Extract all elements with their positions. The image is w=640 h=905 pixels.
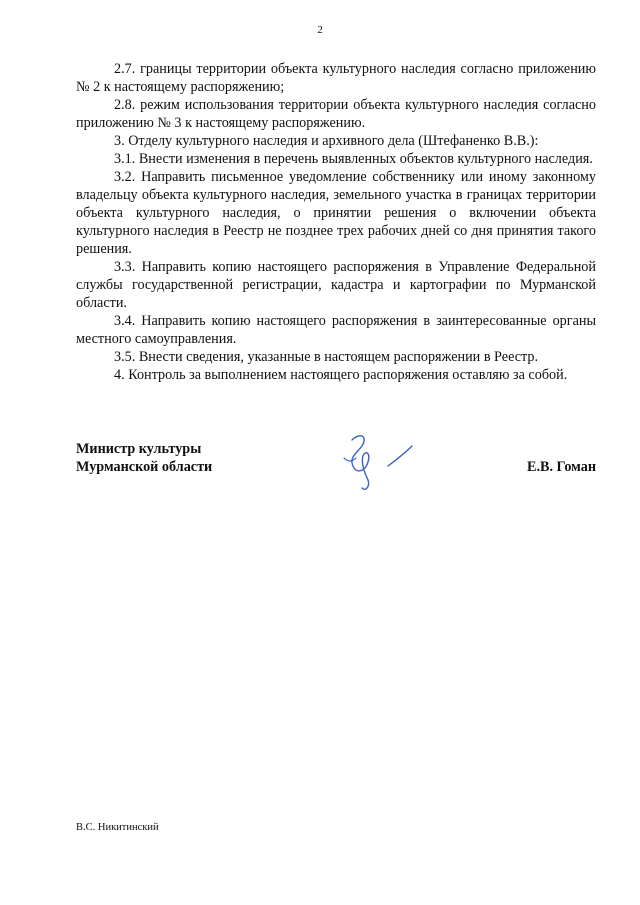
signatory-title — [76, 440, 212, 476]
signature-block — [76, 440, 596, 490]
paragraph-3-4: 3.4. Направить копию настоящего распоряжения в заинтересованные органы местного самоуправления. — [76, 313, 596, 347]
page-number: 2 — [317, 24, 323, 36]
paragraph-3-5: 3.5. Внести сведения, указанные в настоящем распоряжении в Реестр. — [114, 349, 539, 365]
document-body — [76, 60, 596, 384]
paragraph-2-8: 2.8. режим использования территории объекта культурного наследия согласно приложению № 3 к настоящему распоряжению. — [76, 97, 596, 131]
signatory-name: Е.В. Гоман — [526, 459, 596, 475]
paragraph-3-2: 3.2. Направить письменное уведомление собственнику или иному законному владельцу объекта культурного наследия, земельного участка в границах территории объекта культурного наследия, о принятии решения о включении объекта культурного наследия в Реестр не позднее трех рабочих дней со дня принятия такого решения. — [76, 169, 596, 257]
executor-name: В.С. Никитинский — [76, 822, 159, 833]
paragraph-3-3: 3.3. Направить копию настоящего распоряжения в Управление Федеральной службы государственной регистрации, кадастра и картографии по Мурманской области. — [76, 259, 596, 311]
signatory-title-line1: Министр культуры — [76, 441, 202, 457]
handwritten-signature — [338, 428, 418, 498]
paragraph-3: 3. Отделу культурного наследия и архивного дела (Штефаненко В.В.): — [114, 133, 539, 149]
paragraph-3-1: 3.1. Внести изменения в перечень выявленных объектов культурного наследия. — [114, 151, 593, 167]
paragraph-4: 4. Контроль за выполнением настоящего распоряжения оставляю за собой. — [114, 367, 568, 383]
paragraph-2-7: 2.7. границы территории объекта культурного наследия согласно приложению № 2 к настоящему распоряжению; — [76, 61, 596, 95]
signatory-title-line2: Мурманской области — [76, 459, 213, 475]
